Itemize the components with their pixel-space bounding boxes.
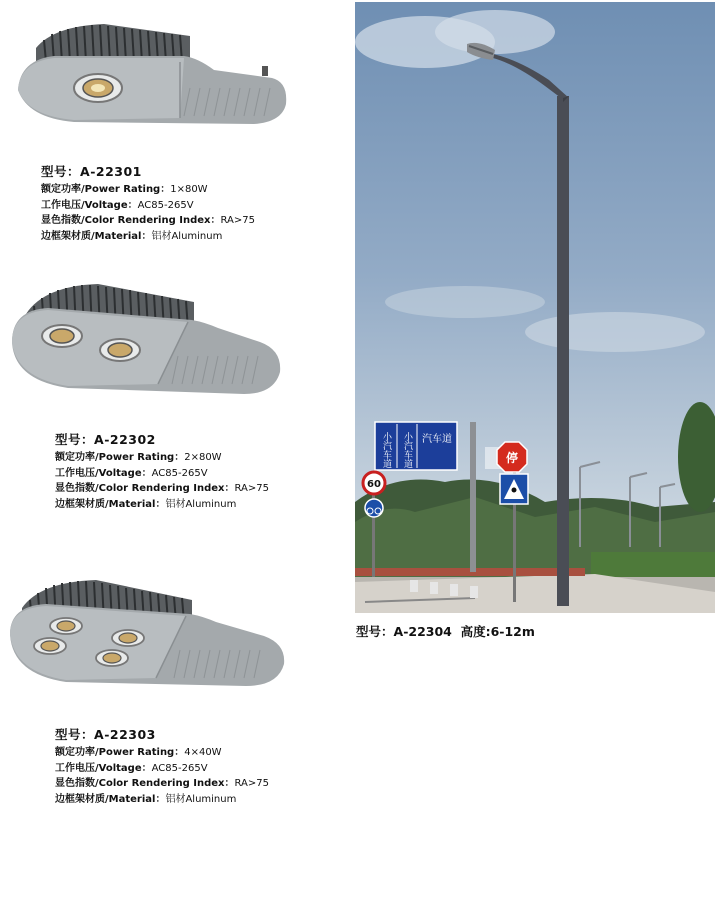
lane-sign-mid-text: 小汽车道	[402, 432, 412, 468]
cri-line: 显色指数/Color Rendering Index：RA>75	[55, 778, 269, 789]
lane-sign-left-text: 小汽车道	[381, 432, 391, 468]
lamp-image-a22302	[8, 280, 286, 398]
model-line: 型号：A-22302	[55, 432, 156, 447]
spec-block-a22303	[55, 726, 269, 807]
voltage-line: 工作电压/Voltage：AC85-265V	[55, 762, 208, 774]
street-pole-photo	[355, 2, 715, 613]
power-line: 额定功率/Power Rating：4×40W	[55, 747, 222, 758]
speed-limit-text: 60	[367, 479, 381, 490]
spec-block-a22302	[55, 431, 269, 512]
voltage-line: 工作电压/Voltage：AC85-265V	[55, 467, 208, 479]
material-line: 边框架材质/Material：铝材Aluminum	[55, 498, 237, 510]
lamp-image-a22303	[6, 578, 288, 690]
cri-line: 显色指数/Color Rendering Index：RA>75	[41, 215, 255, 226]
material-line: 边框架材质/Material：铝材Aluminum	[55, 793, 237, 805]
voltage-line: 工作电压/Voltage：AC85-265V	[41, 199, 194, 211]
material-line: 边框架材质/Material：铝材Aluminum	[41, 230, 223, 242]
power-line: 额定功率/Power Rating：2×80W	[55, 452, 222, 463]
lamp-image-a22301	[14, 18, 292, 130]
stop-sign-text: 停	[505, 451, 519, 465]
pole-caption: 型号：A-22304 高度:6-12m	[356, 624, 535, 639]
lane-sign-right-text: 汽车道	[422, 434, 452, 445]
model-line: 型号：A-22301	[41, 164, 142, 179]
model-line: 型号：A-22303	[55, 727, 156, 742]
cri-line: 显色指数/Color Rendering Index：RA>75	[55, 483, 269, 494]
spec-block-a22301	[41, 163, 255, 244]
power-line: 额定功率/Power Rating：1×80W	[41, 184, 208, 195]
